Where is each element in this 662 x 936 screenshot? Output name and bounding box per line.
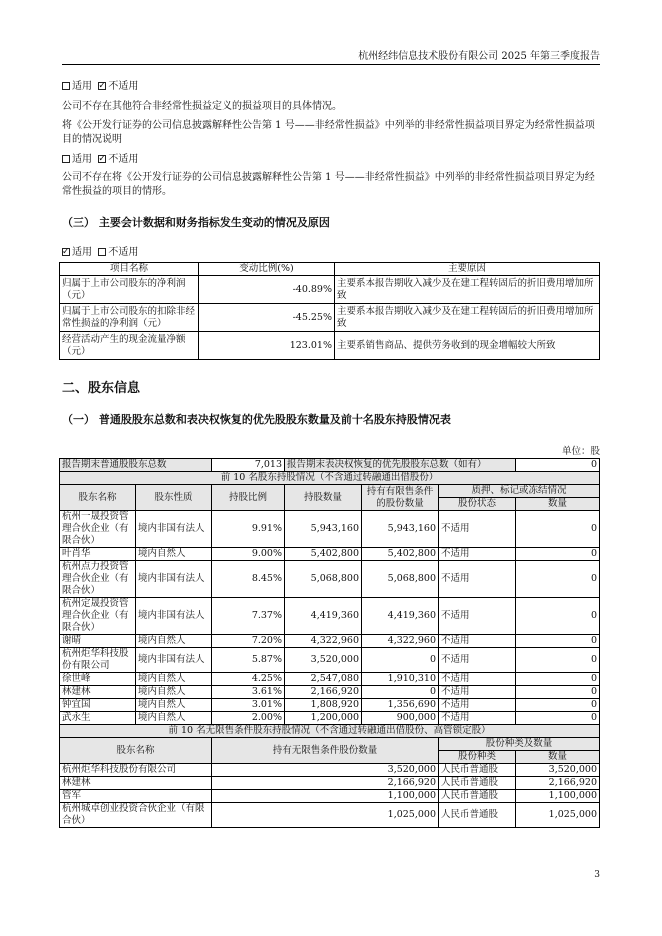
col-change-ratio: 变动比例(%) xyxy=(199,263,335,276)
checkbox-notapply-checked[interactable] xyxy=(98,155,106,163)
checkbox-apply-unchecked[interactable] xyxy=(62,82,70,90)
checkbox-notapply-checked[interactable] xyxy=(98,82,106,90)
option-notapply-label: 不适用 xyxy=(108,247,139,258)
holder-nature: 境内自然人 xyxy=(136,548,212,561)
holder-status: 不适用 xyxy=(439,598,516,635)
item-name: 归属于上市公司股东的净利润（元） xyxy=(60,276,199,304)
col-holding-ratio: 持股比例 xyxy=(212,485,285,511)
holder-count: 0 xyxy=(516,648,600,673)
holder-status: 不适用 xyxy=(439,648,516,673)
holder-ratio: 7.37% xyxy=(212,598,285,635)
change-ratio: -45.25% xyxy=(199,304,335,332)
option-apply-label: 适用 xyxy=(72,154,92,165)
holder-name: 钟宜国 xyxy=(60,699,136,712)
holder-restricted: 1,356,690 xyxy=(362,699,439,712)
section-title-row xyxy=(60,725,600,738)
top10-unrestricted-title: 前 10 名无限售条件股东持股情况（不含通过转融通出借股份、高管锁定股） xyxy=(60,725,600,738)
col-u-qty: 持有无限售条件股份数量 xyxy=(212,738,439,764)
holder-qty: 4,419,360 xyxy=(285,598,362,635)
unrestricted-name: 杭州城卓创业投资合伙企业（有限合伙） xyxy=(60,803,212,828)
holder-nature: 境内非国有法人 xyxy=(136,511,212,548)
paragraph-3: 公司不存在将《公开发行证券的公司信息披露解释性公告第 1 号——非经常性损益》中列举的非经常性损益项目界定为经常性损益的项目的情形。 xyxy=(62,172,595,197)
unrestricted-count: 2,166,920 xyxy=(516,777,600,790)
holder-status: 不适用 xyxy=(439,548,516,561)
table-row xyxy=(60,764,600,777)
col-holder-nature: 股东性质 xyxy=(136,485,212,511)
holder-count: 0 xyxy=(516,673,600,686)
section-heading-top10: （一） 普通股股东总数和表决权恢复的优先股股东数量及前十名股东持股情况表 xyxy=(62,413,451,426)
holder-nature: 境内非国有法人 xyxy=(136,648,212,673)
col-share-status: 股份状态 xyxy=(439,498,516,511)
main-reason: 主要系本报告期收入减少及在建工程转固后的折旧费用增加所致 xyxy=(335,304,600,332)
changes-table xyxy=(59,262,600,360)
option-notapply-label: 不适用 xyxy=(108,154,139,165)
checkbox-apply-unchecked[interactable] xyxy=(62,155,70,163)
holder-ratio: 3.61% xyxy=(212,686,285,699)
shareholders-table xyxy=(59,458,600,828)
col-u-kind: 股份种类 xyxy=(439,751,516,764)
col-restricted-qty: 持有有限售条件的股份数量 xyxy=(362,485,439,511)
holder-status: 不适用 xyxy=(439,686,516,699)
table-row xyxy=(60,598,600,635)
table-row xyxy=(60,511,600,548)
col-share-count: 数量 xyxy=(516,498,600,511)
checkbox-row-1 xyxy=(62,80,602,94)
holder-restricted: 1,910,310 xyxy=(362,673,439,686)
top10-title: 前 10 名股东持股情况（不含通过转融通出借股份） xyxy=(60,472,600,485)
holder-qty: 2,166,920 xyxy=(285,686,362,699)
item-name: 经营活动产生的现金流量净额（元） xyxy=(60,332,199,360)
holder-nature: 境内非国有法人 xyxy=(136,598,212,635)
total-holders-value: 7,013 xyxy=(212,459,285,472)
table-row xyxy=(60,304,600,332)
holder-name: 杭州炬华科技股份有限公司 xyxy=(60,648,136,673)
holder-count: 0 xyxy=(516,511,600,548)
holder-restricted: 0 xyxy=(362,686,439,699)
col-main-reason: 主要原因 xyxy=(335,263,600,276)
holder-nature: 境内自然人 xyxy=(136,712,212,725)
paragraph-2: 将《公开发行证券的公司信息披露解释性公告第 1 号——非经常性损益》中列举的非经常性损益项目界定为经常性损益项目的情况说明 xyxy=(62,120,595,145)
table-row xyxy=(60,648,600,673)
page-number: 3 xyxy=(594,870,600,880)
holder-status: 不适用 xyxy=(439,635,516,648)
pref-holders-value: 0 xyxy=(516,459,600,472)
holder-status: 不适用 xyxy=(439,712,516,725)
holder-ratio: 9.91% xyxy=(212,511,285,548)
holder-name: 林建林 xyxy=(60,686,136,699)
table-row xyxy=(60,712,600,725)
table-row xyxy=(60,276,600,304)
holder-nature: 境内非国有法人 xyxy=(136,561,212,598)
total-holders-label: 报告期末普通股股东总数 xyxy=(60,459,212,472)
holder-restricted: 5,068,800 xyxy=(362,561,439,598)
header-divider xyxy=(62,64,600,65)
holder-ratio: 8.45% xyxy=(212,561,285,598)
holder-qty: 5,068,800 xyxy=(285,561,362,598)
col-holding-qty: 持股数量 xyxy=(285,485,362,511)
table-row xyxy=(60,686,600,699)
section-title-row xyxy=(60,472,600,485)
holder-count: 0 xyxy=(516,598,600,635)
unrestricted-qty: 1,100,000 xyxy=(212,790,439,803)
pref-holders-label: 报告期末表决权恢复的优先股股东总数（如有） xyxy=(285,459,516,472)
checkbox-row-2 xyxy=(62,153,602,167)
holder-name: 杭州定晟投资管理合伙企业（有限合伙） xyxy=(60,598,136,635)
holder-name: 徐世峰 xyxy=(60,673,136,686)
col-u-holder-name: 股东名称 xyxy=(60,738,212,764)
col-pledge-status: 质押、标记或冻结情况 xyxy=(439,485,600,498)
unrestricted-name: 管军 xyxy=(60,790,212,803)
holder-nature: 境内自然人 xyxy=(136,699,212,712)
table-row xyxy=(60,561,600,598)
table-row xyxy=(60,699,600,712)
table-row xyxy=(60,803,600,828)
col-u-count: 数量 xyxy=(516,751,600,764)
holder-count: 0 xyxy=(516,699,600,712)
unrestricted-qty: 2,166,920 xyxy=(212,777,439,790)
table-row xyxy=(60,548,600,561)
col-u-type: 股份种类及数量 xyxy=(439,738,600,751)
holder-ratio: 3.01% xyxy=(212,699,285,712)
option-notapply-label: 不适用 xyxy=(108,81,139,92)
main-reason: 主要系销售商品、提供劳务收到的现金增幅较大所致 xyxy=(335,332,600,360)
holder-restricted: 900,000 xyxy=(362,712,439,725)
holder-nature: 境内自然人 xyxy=(136,673,212,686)
change-ratio: 123.01% xyxy=(199,332,335,360)
holder-nature: 境内自然人 xyxy=(136,686,212,699)
holder-ratio: 2.00% xyxy=(212,712,285,725)
holder-status: 不适用 xyxy=(439,511,516,548)
main-reason: 主要系本报告期收入减少及在建工程转固后的折旧费用增加所致 xyxy=(335,276,600,304)
table-row xyxy=(60,790,600,803)
holder-nature: 境内自然人 xyxy=(136,635,212,648)
unrestricted-qty: 3,520,000 xyxy=(212,764,439,777)
holder-qty: 1,808,920 xyxy=(285,699,362,712)
holder-restricted: 4,419,360 xyxy=(362,598,439,635)
holder-qty: 5,402,800 xyxy=(285,548,362,561)
section-heading-shareholders: 二、股东信息 xyxy=(62,381,141,396)
checkbox-row-3 xyxy=(62,246,602,260)
holder-status: 不适用 xyxy=(439,561,516,598)
totals-row xyxy=(60,459,600,472)
holder-count: 0 xyxy=(516,712,600,725)
paragraph-1: 公司不存在其他符合非经常性损益定义的损益项目的具体情况。 xyxy=(62,101,342,112)
unrestricted-qty: 1,025,000 xyxy=(212,803,439,828)
report-header: 杭州经纬信息技术股份有限公司 2025 年第三季度报告 xyxy=(358,51,600,62)
option-apply-label: 适用 xyxy=(72,247,92,258)
holder-count: 0 xyxy=(516,561,600,598)
holder-restricted: 5,943,160 xyxy=(362,511,439,548)
holder-name: 杭州一晟投资管理合伙企业（有限合伙） xyxy=(60,511,136,548)
unrestricted-count: 1,100,000 xyxy=(516,790,600,803)
holder-status: 不适用 xyxy=(439,699,516,712)
unrestricted-count: 3,520,000 xyxy=(516,764,600,777)
table-row xyxy=(60,673,600,686)
checkbox-apply-checked[interactable] xyxy=(62,248,70,256)
header-row xyxy=(60,485,600,498)
holder-name: 叶肖华 xyxy=(60,548,136,561)
table-header-row xyxy=(60,263,600,276)
change-ratio: -40.89% xyxy=(199,276,335,304)
holder-name: 谢晴 xyxy=(60,635,136,648)
col-holder-name: 股东名称 xyxy=(60,485,136,511)
holder-count: 0 xyxy=(516,548,600,561)
item-name: 归属于上市公司股东的扣除非经常性损益的净利润（元） xyxy=(60,304,199,332)
unrestricted-kind: 人民币普通股 xyxy=(439,803,516,828)
holder-ratio: 9.00% xyxy=(212,548,285,561)
table-row xyxy=(60,635,600,648)
holder-qty: 2,547,080 xyxy=(285,673,362,686)
section-heading-changes: （三） 主要会计数据和财务指标发生变动的情况及原因 xyxy=(62,216,330,229)
holder-ratio: 5.87% xyxy=(212,648,285,673)
unrestricted-kind: 人民币普通股 xyxy=(439,777,516,790)
table-row xyxy=(60,332,600,360)
holder-name: 武永生 xyxy=(60,712,136,725)
holder-name: 杭州点力投资管理合伙企业（有限合伙） xyxy=(60,561,136,598)
table-row xyxy=(60,777,600,790)
unrestricted-count: 1,025,000 xyxy=(516,803,600,828)
checkbox-notapply-unchecked[interactable] xyxy=(98,248,106,256)
header-row xyxy=(60,738,600,751)
holder-count: 0 xyxy=(516,686,600,699)
holder-qty: 4,322,960 xyxy=(285,635,362,648)
holder-ratio: 4.25% xyxy=(212,673,285,686)
holder-qty: 1,200,000 xyxy=(285,712,362,725)
unit-label: 单位：股 xyxy=(561,446,600,457)
unrestricted-kind: 人民币普通股 xyxy=(439,790,516,803)
col-item-name: 项目名称 xyxy=(60,263,199,276)
holder-restricted: 4,322,960 xyxy=(362,635,439,648)
holder-status: 不适用 xyxy=(439,673,516,686)
holder-restricted: 5,402,800 xyxy=(362,548,439,561)
holder-qty: 3,520,000 xyxy=(285,648,362,673)
unrestricted-kind: 人民币普通股 xyxy=(439,764,516,777)
holder-restricted: 0 xyxy=(362,648,439,673)
unrestricted-name: 杭州炬华科技股份有限公司 xyxy=(60,764,212,777)
holder-qty: 5,943,160 xyxy=(285,511,362,548)
holder-count: 0 xyxy=(516,635,600,648)
holder-ratio: 7.20% xyxy=(212,635,285,648)
unrestricted-name: 林建林 xyxy=(60,777,212,790)
option-apply-label: 适用 xyxy=(72,81,92,92)
